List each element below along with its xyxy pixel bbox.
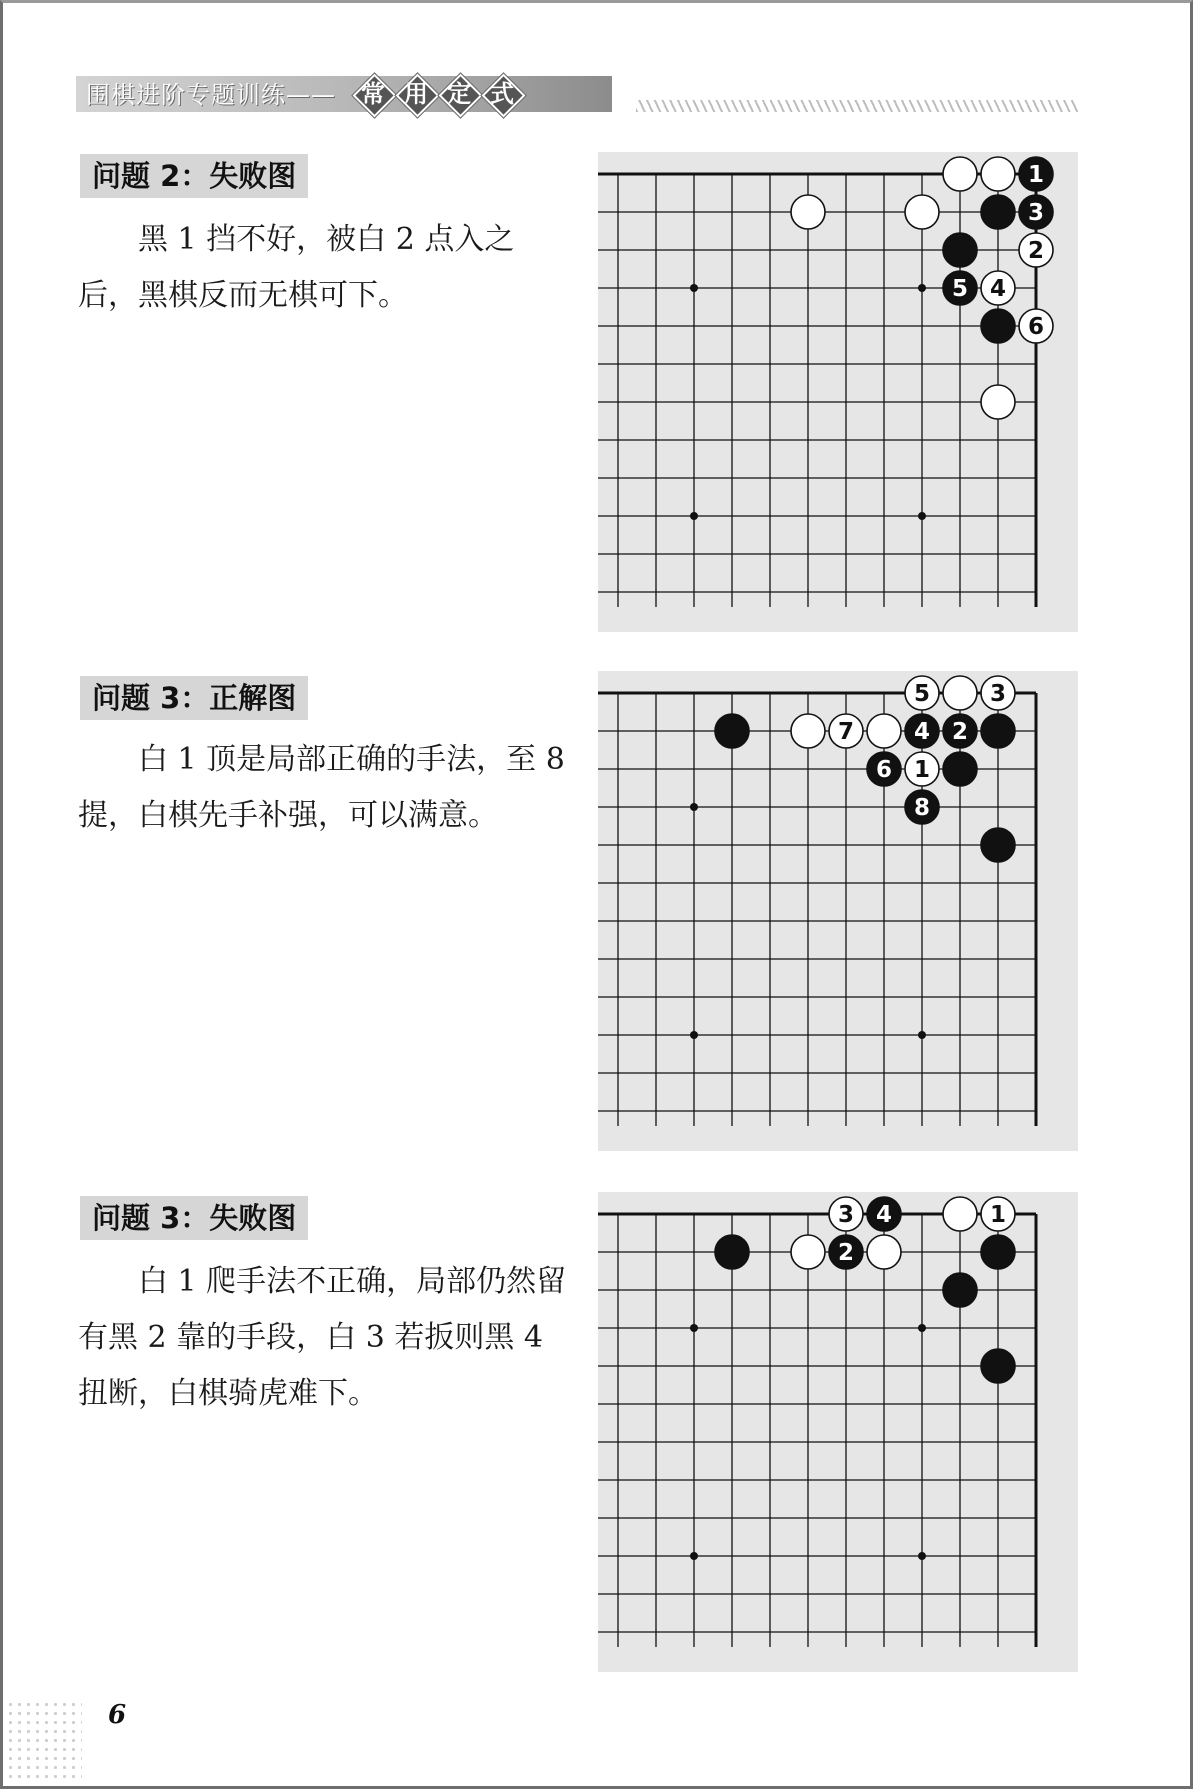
problem-text: 白 1 顶是局部正确的手法，至 8 提，白棋先手补强，可以满意。 bbox=[78, 742, 565, 833]
move-number: 5 bbox=[913, 681, 931, 707]
header-hatch-decoration bbox=[636, 100, 1078, 112]
go-board-diagram bbox=[598, 1192, 1078, 1672]
star-point bbox=[690, 1324, 698, 1332]
black-stone bbox=[981, 1349, 1015, 1383]
black-stone bbox=[943, 1273, 977, 1307]
black-stone bbox=[981, 195, 1015, 229]
move-number: 1 bbox=[989, 1202, 1007, 1228]
black-stone bbox=[943, 233, 977, 267]
star-point bbox=[690, 1031, 698, 1039]
move-number: 1 bbox=[913, 757, 931, 783]
white-stone bbox=[829, 1197, 863, 1231]
black-stone bbox=[943, 714, 977, 748]
white-stone bbox=[981, 385, 1015, 419]
black-stone bbox=[981, 828, 1015, 862]
star-point bbox=[918, 1031, 926, 1039]
white-stone bbox=[1019, 233, 1053, 267]
white-stone bbox=[829, 714, 863, 748]
move-number: 2 bbox=[837, 1240, 855, 1266]
move-number: 3 bbox=[1027, 200, 1045, 226]
problem-label: 问题 3：失败图 bbox=[80, 1196, 308, 1240]
move-number: 6 bbox=[875, 757, 893, 783]
chapter-title bbox=[352, 74, 524, 114]
problem-text: 白 1 爬手法不正确，局部仍然留有黑 2 靠的手段，白 3 若扳则黑 4 扭断，白棋骑虎难下。 bbox=[78, 1264, 567, 1411]
chapter-title-char: 常 bbox=[352, 74, 394, 114]
white-stone bbox=[867, 714, 901, 748]
go-board-diagram bbox=[598, 152, 1078, 632]
black-stone bbox=[943, 271, 977, 305]
white-stone bbox=[791, 1235, 825, 1269]
white-stone bbox=[981, 676, 1015, 710]
star-point bbox=[690, 803, 698, 811]
go-board bbox=[598, 152, 1078, 632]
white-stone bbox=[943, 1197, 977, 1231]
white-stone bbox=[943, 676, 977, 710]
black-stone bbox=[715, 1235, 749, 1269]
problem-label: 问题 3：正解图 bbox=[80, 676, 308, 720]
star-point bbox=[918, 512, 926, 520]
black-stone bbox=[829, 1235, 863, 1269]
page-number: 6 bbox=[108, 1700, 127, 1730]
book-series-title: 围棋进阶专题训练—— bbox=[86, 81, 336, 109]
star-point bbox=[918, 284, 926, 292]
black-stone bbox=[981, 309, 1015, 343]
chapter-title-char: 式 bbox=[481, 74, 523, 114]
black-stone bbox=[981, 714, 1015, 748]
black-stone bbox=[1019, 157, 1053, 191]
black-stone bbox=[905, 714, 939, 748]
corner-dot-pattern bbox=[6, 1700, 82, 1783]
black-stone bbox=[867, 752, 901, 786]
problem-label: 问题 2：失败图 bbox=[80, 154, 308, 198]
move-number: 6 bbox=[1027, 314, 1045, 340]
star-point bbox=[918, 1552, 926, 1560]
star-point bbox=[690, 284, 698, 292]
black-stone bbox=[981, 1235, 1015, 1269]
move-number: 3 bbox=[989, 681, 1007, 707]
move-number: 8 bbox=[913, 795, 931, 821]
go-board bbox=[598, 1192, 1078, 1672]
move-number: 2 bbox=[1027, 238, 1045, 264]
black-stone bbox=[1019, 195, 1053, 229]
go-board-diagram bbox=[598, 671, 1078, 1151]
problem-text: 黑 1 挡不好，被白 2 点入之后，黑棋反而无棋可下。 bbox=[78, 222, 515, 313]
black-stone bbox=[715, 714, 749, 748]
chapter-title-char: 用 bbox=[395, 74, 437, 114]
star-point bbox=[690, 512, 698, 520]
white-stone bbox=[905, 195, 939, 229]
move-number: 2 bbox=[951, 719, 969, 745]
black-stone bbox=[943, 752, 977, 786]
move-number: 4 bbox=[913, 719, 931, 745]
white-stone bbox=[981, 157, 1015, 191]
white-stone bbox=[1019, 309, 1053, 343]
white-stone bbox=[791, 195, 825, 229]
move-number: 3 bbox=[837, 1202, 855, 1228]
black-stone bbox=[867, 1197, 901, 1231]
white-stone bbox=[981, 271, 1015, 305]
move-number: 4 bbox=[875, 1202, 893, 1228]
move-number: 7 bbox=[837, 719, 855, 745]
go-board bbox=[598, 671, 1078, 1151]
white-stone bbox=[943, 157, 977, 191]
white-stone bbox=[981, 1197, 1015, 1231]
move-number: 4 bbox=[989, 276, 1007, 302]
move-number: 1 bbox=[1027, 162, 1045, 188]
move-number: 5 bbox=[951, 276, 969, 302]
star-point bbox=[690, 1552, 698, 1560]
chapter-title-char: 定 bbox=[438, 74, 480, 114]
white-stone bbox=[867, 1235, 901, 1269]
star-point bbox=[918, 1324, 926, 1332]
white-stone bbox=[905, 752, 939, 786]
white-stone bbox=[791, 714, 825, 748]
black-stone bbox=[905, 790, 939, 824]
white-stone bbox=[905, 676, 939, 710]
